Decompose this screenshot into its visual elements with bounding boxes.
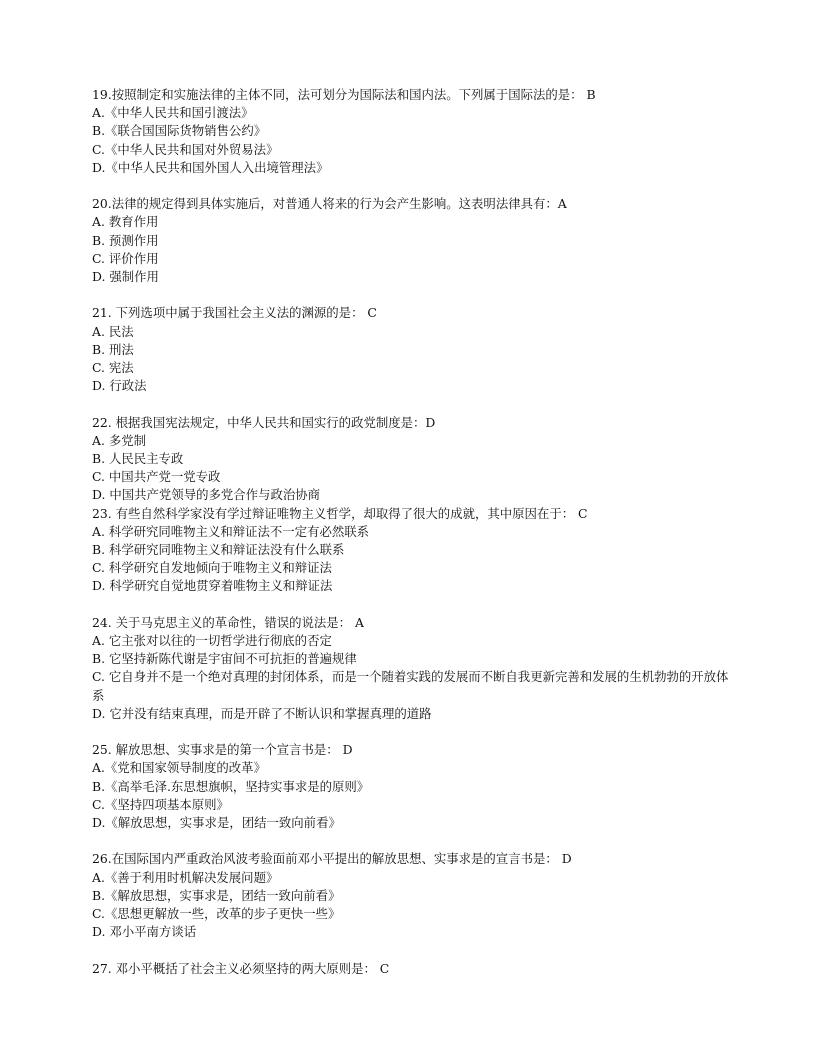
option-c: C. 科学研究自发地倾向于唯物主义和辩证法	[92, 560, 332, 576]
option-d: D.《中华人民共和国外国人入出境管理法》	[92, 159, 329, 175]
option-a: A.《善于利用时机解决发展问题》	[92, 869, 279, 885]
question-text: 20.法律的规定得到具体实施后，对普通人将来的行为会产生影响。这表明法律具有：A	[92, 196, 567, 212]
option-a: A.《中华人民共和国引渡法》	[92, 105, 254, 121]
option-c: C. 评价作用	[92, 250, 159, 266]
option-d: D. 中国共产党领导的多党合作与政治协商	[92, 487, 321, 503]
question-25	[92, 741, 732, 832]
option-c: C. 它自身并不是一个绝对真理的封闭体系，而是一个随着实践的发展而不断自我更新完善和发展的生机勃勃的开放体系	[92, 669, 729, 703]
option-d: D. 它并没有结束真理，而是开辟了不断认识和掌握真理的道路	[92, 705, 432, 721]
option-c: C.《中华人民共和国对外贸易法》	[92, 141, 279, 157]
option-a: A. 民法	[92, 323, 134, 339]
question-text: 21. 下列选项中属于我国社会主义法的渊源的是： C	[92, 305, 377, 321]
question-text: 24. 关于马克思主义的革命性，错误的说法是： A	[92, 614, 364, 630]
option-b: B. 刑法	[92, 341, 134, 357]
document-page	[92, 86, 732, 978]
question-text: 19.按照制定和实施法律的主体不同，法可划分为国际法和国内法。下列属于国际法的是： B	[92, 87, 596, 102]
option-d: D. 行政法	[92, 378, 147, 394]
question-22	[92, 414, 732, 505]
question-text: 26.在国际国内严重政治风波考验面前邓小平提出的解放思想、实事求是的宣言书是： D	[92, 851, 572, 867]
option-b: B. 科学研究同唯物主义和辩证法没有什么联系	[92, 542, 345, 558]
option-c: C.《坚持四项基本原则》	[92, 796, 229, 812]
option-d: D. 邓小平南方谈话	[92, 924, 197, 940]
question-26	[92, 850, 732, 941]
option-b: B.《联合国国际货物销售公约》	[92, 123, 267, 139]
option-d: D. 强制作用	[92, 269, 159, 285]
option-c: C. 宪法	[92, 360, 134, 376]
question-text: 27. 邓小平概括了社会主义必须坚持的两大原则是： C	[92, 960, 390, 976]
option-a: A.《党和国家领导制度的改革》	[92, 760, 266, 776]
option-d: D.《解放思想，实事求是，团结一致向前看》	[92, 815, 341, 831]
question-27	[92, 960, 732, 978]
option-a: A. 科学研究同唯物主义和辩证法不一定有必然联系	[92, 523, 370, 539]
question-text: 25. 解放思想、实事求是的第一个宣言书是： D	[92, 742, 353, 758]
question-text: 23. 有些自然科学家没有学过辩证唯物主义哲学，却取得了很大的成就，其中原因在于： C	[92, 505, 588, 521]
option-a: A. 多党制	[92, 432, 146, 448]
question-20	[92, 195, 732, 286]
question-23	[92, 505, 732, 596]
question-24	[92, 614, 732, 723]
option-b: B.《高举毛泽.东思想旗帜，坚持实事求是的原则》	[92, 778, 370, 794]
option-d: D. 科学研究自觉地贯穿着唯物主义和辩证法	[92, 578, 333, 594]
option-b: B. 预测作用	[92, 232, 159, 248]
option-b: B.《解放思想，实事求是，团结一致向前看》	[92, 887, 341, 903]
question-21	[92, 304, 732, 395]
option-c: C.《思想更解放一些，改革的步子更快一些》	[92, 906, 341, 922]
option-b: B. 人民民主专政	[92, 451, 184, 467]
option-c: C. 中国共产党一党专政	[92, 469, 221, 485]
question-19	[92, 86, 732, 177]
option-a: A. 它主张对以往的一切哲学进行彻底的否定	[92, 633, 332, 649]
option-a: A. 教育作用	[92, 214, 159, 230]
question-text: 22. 根据我国宪法规定，中华人民共和国实行的政党制度是：D	[92, 414, 436, 430]
option-b: B. 它坚持新陈代谢是宇宙间不可抗拒的普遍规律	[92, 651, 357, 667]
